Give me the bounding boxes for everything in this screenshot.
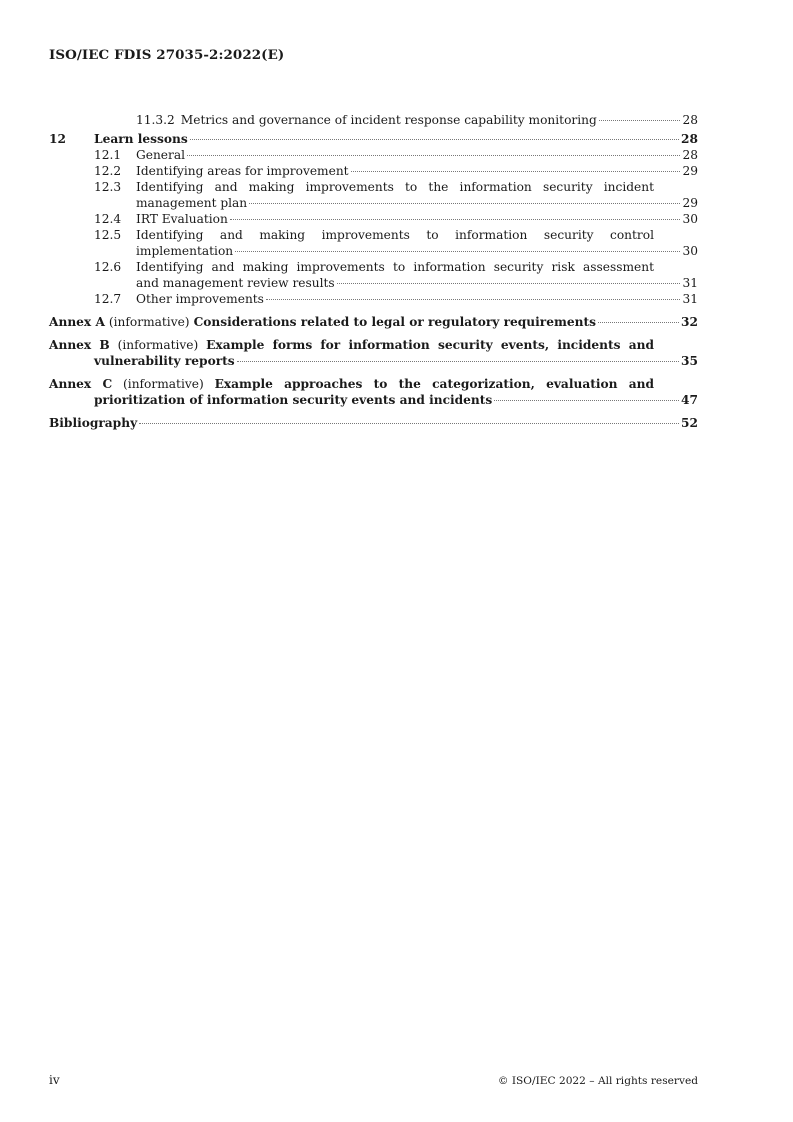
dot-leader: [599, 120, 680, 121]
toc-title: Bibliography: [49, 416, 138, 430]
toc-title-line-1: Example approaches to the categorization, evaluation and: [214, 377, 654, 391]
toc-number: 12.3: [94, 180, 122, 194]
dot-leader: [237, 361, 679, 362]
toc-entry-annex-c[interactable]: [49, 376, 698, 408]
annex-type: (informative): [123, 377, 204, 391]
toc-entry-12-5[interactable]: [49, 227, 698, 259]
table-of-contents: [49, 112, 698, 431]
toc-number: 12.5: [94, 228, 122, 242]
annex-type: (informative): [108, 315, 190, 329]
toc-title-line-2: implementation: [136, 244, 234, 258]
toc-title-line-2: and management review results: [136, 276, 335, 290]
toc-number: 12.6: [94, 260, 122, 274]
toc-page: 29: [682, 196, 698, 210]
toc-title-line-2: prioritization of information security events and incidents: [94, 393, 493, 407]
toc-entry-12[interactable]: [49, 131, 698, 147]
toc-title: Other improvements: [136, 292, 264, 306]
toc-page: 47: [681, 393, 698, 407]
toc-page: 30: [682, 244, 698, 258]
toc-page: 35: [681, 354, 698, 368]
dot-leader: [139, 423, 679, 424]
footer-copyright: © ISO/IEC 2022 – All rights reserved: [497, 1075, 698, 1087]
annex-label: Annex C: [49, 377, 113, 391]
dot-leader: [266, 299, 680, 300]
toc-title-line-2: management plan: [136, 196, 248, 210]
dot-leader: [187, 155, 680, 156]
toc-title-line-1: Identifying and making improvements to the information security incident: [136, 180, 654, 194]
toc-entry-12-1[interactable]: [49, 147, 698, 163]
annex-type: (informative): [117, 338, 199, 352]
toc-entry-12-6[interactable]: [49, 259, 698, 291]
toc-page: 52: [681, 416, 698, 430]
toc-page: 32: [681, 315, 698, 329]
toc-number: 12.2: [94, 164, 122, 178]
dot-leader: [598, 322, 679, 323]
annex-label: Annex B: [49, 338, 110, 352]
toc-title-line-2: vulnerability reports: [94, 354, 235, 368]
toc-number: 11.3.2: [136, 113, 175, 127]
document-id-header: ISO/IEC FDIS 27035-2:2022(E): [49, 47, 285, 63]
toc-entry-annex-b[interactable]: [49, 337, 698, 369]
toc-number: 12.7: [94, 292, 122, 306]
toc-title: IRT Evaluation: [136, 212, 228, 226]
toc-entry-12-7[interactable]: [49, 291, 698, 307]
dot-leader: [235, 251, 680, 252]
toc-page: 28: [682, 148, 698, 162]
toc-title-line-1: Identifying and making improvements to information security control: [136, 228, 654, 242]
toc-entry-12-3[interactable]: [49, 179, 698, 211]
toc-title: Identifying areas for improvement: [136, 164, 349, 178]
toc-page: 28: [681, 132, 698, 146]
toc-entry-12-4[interactable]: [49, 211, 698, 227]
toc-page: 31: [682, 292, 698, 306]
toc-title-line-1: Identifying and making improvements to information security risk assessment: [136, 260, 654, 274]
toc-title: Learn lessons: [94, 132, 188, 146]
toc-number: 12.4: [94, 212, 122, 226]
toc-number: 12.1: [94, 148, 122, 162]
toc-page: 28: [682, 113, 698, 127]
toc-title: Considerations related to legal or regulatory requirements: [193, 315, 596, 329]
dot-leader: [230, 219, 680, 220]
dot-leader: [190, 139, 679, 140]
toc-entry-annex-a[interactable]: [49, 314, 698, 330]
dot-leader: [351, 171, 680, 172]
dot-leader: [249, 203, 680, 204]
toc-entry-12-2[interactable]: [49, 163, 698, 179]
dot-leader: [494, 400, 679, 401]
dot-leader: [337, 283, 680, 284]
toc-page: 31: [682, 276, 698, 290]
toc-entry-11-3-2[interactable]: [49, 112, 698, 128]
toc-number: 12: [49, 132, 66, 146]
toc-entry-bibliography[interactable]: [49, 415, 698, 431]
toc-title: General: [136, 148, 185, 162]
footer-page-number: iv: [49, 1073, 60, 1087]
toc-page: 30: [682, 212, 698, 226]
annex-label: Annex A: [49, 315, 105, 329]
toc-title: Metrics and governance of incident response capability monitoring: [180, 113, 597, 127]
toc-title-line-1: Example forms for information security events, incidents and: [206, 338, 655, 352]
toc-page: 29: [682, 164, 698, 178]
